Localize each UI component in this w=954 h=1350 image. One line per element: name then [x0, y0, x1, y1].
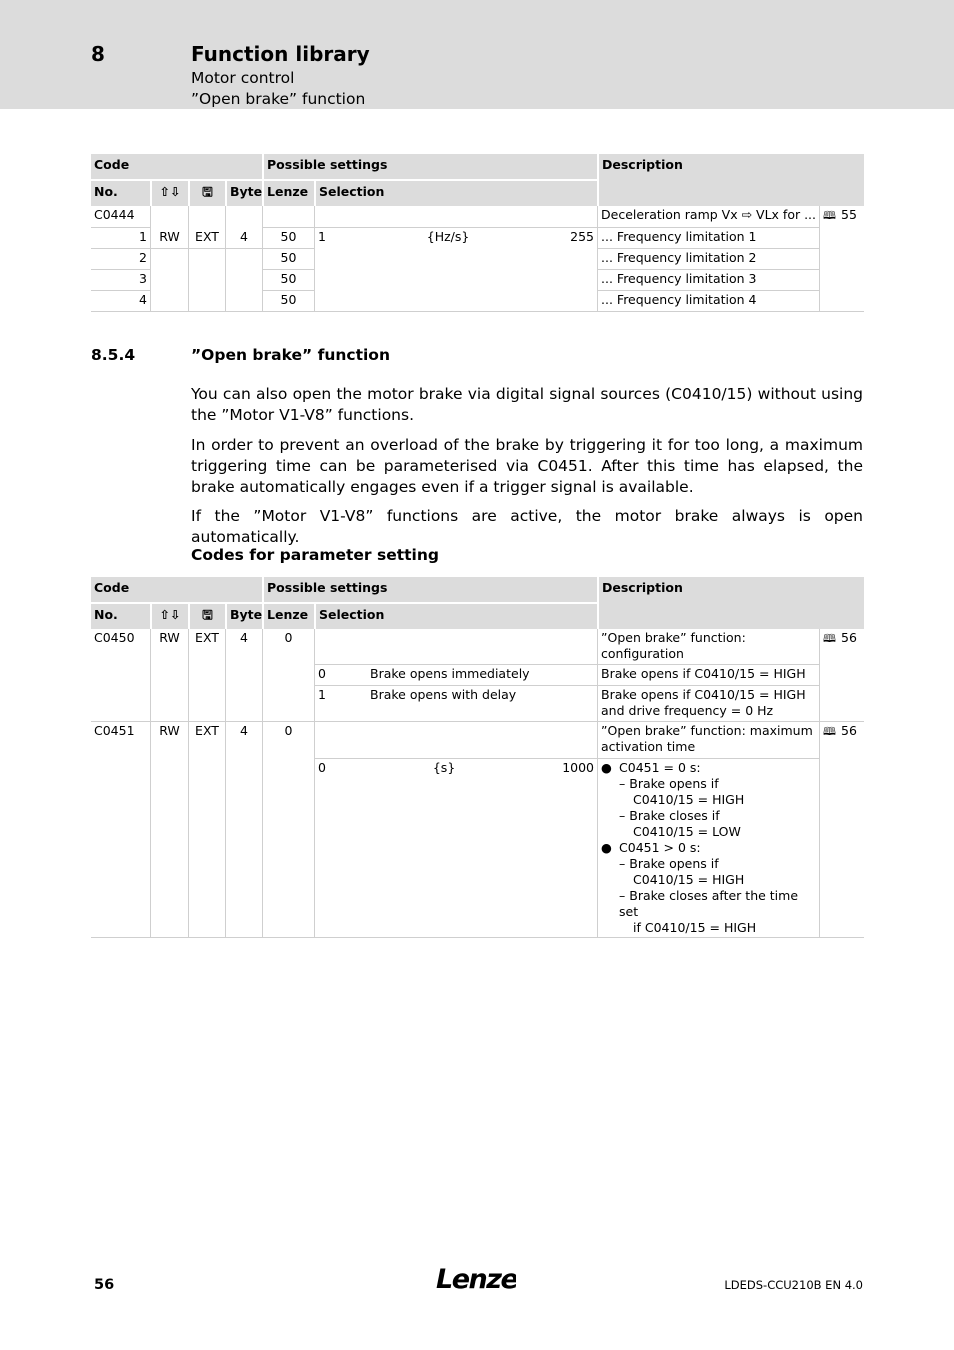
code-table-c0444 — [91, 154, 864, 312]
code-table-c0450-c0451 — [91, 577, 864, 938]
page-number: 56 — [94, 1277, 115, 1293]
chapter-number: 8 — [91, 42, 105, 66]
header-possible-settings: Possible settings — [262, 154, 597, 179]
chapter-header — [0, 0, 954, 109]
table-row: 4 50 ... Frequency limitation 4 — [91, 291, 864, 312]
table-row: 1 Brake opens with delay Brake opens if C0410/15 = HIGH and drive frequency = 0 Hz — [91, 686, 864, 722]
code-cell: C0444 — [91, 206, 150, 228]
table-row: C0450 RW EXT 4 0 ”Open brake” function: configuration 🕮 56 — [91, 629, 864, 665]
table-row: 1 RW EXT 4 50 1 {Hz/s} 255 ... Frequency limitation 1 — [91, 228, 864, 249]
header-description: Description — [597, 577, 864, 629]
description-list: ● C0451 = 0 s: – Brake opens if C0410/15 = HIGH – Brake closes if C0410/15 = LOW ● C0451 > 0 s: – Brake opens if C0410/15 = HIGH – Brake closes after the time set if C0410/15 = HIGH — [597, 759, 819, 938]
page-reference: 🕮 56 — [819, 629, 864, 722]
book-icon: 🕮 — [823, 725, 836, 738]
header-no: No. — [91, 179, 150, 206]
table-row: 2 50 ... Frequency limitation 2 — [91, 249, 864, 270]
paragraph: In order to prevent an overload of the brake by triggering it for too long, a maximum triggering time can be parameterised via C0451. After this time has elapsed, the brake automatically engages even if a trigger signal is available. — [191, 436, 863, 496]
header-byte: Byte — [225, 602, 262, 629]
header-byte: Byte — [225, 179, 262, 206]
paragraph: You can also open the motor brake via digital signal sources (C0410/15) without using the ”Motor V1-V8” functions. — [191, 385, 863, 424]
paragraph: If the ”Motor V1-V8” functions are active, the motor brake always is open automatically. — [191, 507, 863, 546]
page-reference: 🕮 56 — [819, 722, 864, 938]
save-icon: 🖫 — [188, 602, 225, 629]
header-code: Code — [91, 577, 262, 602]
header-description: Description — [597, 154, 864, 206]
lenze-logo — [436, 1262, 516, 1300]
table-row: 0 Brake opens immediately Brake opens if C0410/15 = HIGH — [91, 665, 864, 686]
selection-range: 0 {s} 1000 — [318, 760, 594, 775]
save-icon: 🖫 — [188, 179, 225, 206]
updown-arrows-icon: ⇧⇩ — [150, 179, 188, 206]
document-id: LDEDS-CCU210B EN 4.0 — [724, 1278, 863, 1292]
book-icon: 🕮 — [823, 632, 836, 645]
header-lenze: Lenze — [262, 602, 314, 629]
selection-range: 1 {Hz/s} 255 — [318, 229, 594, 244]
chapter-subtitle: Motor control — [191, 69, 295, 87]
bullet-icon: ● — [601, 760, 612, 775]
table-row: C0451 RW EXT 4 0 ”Open brake” function: maximum activation time 🕮 56 — [91, 722, 864, 759]
section-number: 8.5.4 — [91, 346, 136, 364]
header-possible-settings: Possible settings — [262, 577, 597, 602]
svg-text:Lenze: Lenze — [436, 1264, 516, 1295]
codes-heading: Codes for parameter setting — [191, 546, 439, 564]
updown-arrows-icon: ⇧⇩ — [150, 602, 188, 629]
header-code: Code — [91, 154, 262, 179]
header-lenze: Lenze — [262, 179, 314, 206]
bullet-icon: ● — [601, 840, 612, 855]
chapter-title: Function library — [191, 42, 370, 66]
description-cell: Deceleration ramp Vx ⇨ VLx for ... — [597, 206, 819, 228]
section-title: ”Open brake” function — [191, 346, 390, 364]
book-icon: 🕮 — [823, 209, 836, 222]
page-reference: 🕮 55 — [819, 206, 864, 228]
section-subtitle: ”Open brake” function — [191, 90, 366, 108]
table-row: 3 50 ... Frequency limitation 3 — [91, 270, 864, 291]
header-no: No. — [91, 602, 150, 629]
header-selection: Selection — [314, 602, 597, 629]
header-selection: Selection — [314, 179, 597, 206]
